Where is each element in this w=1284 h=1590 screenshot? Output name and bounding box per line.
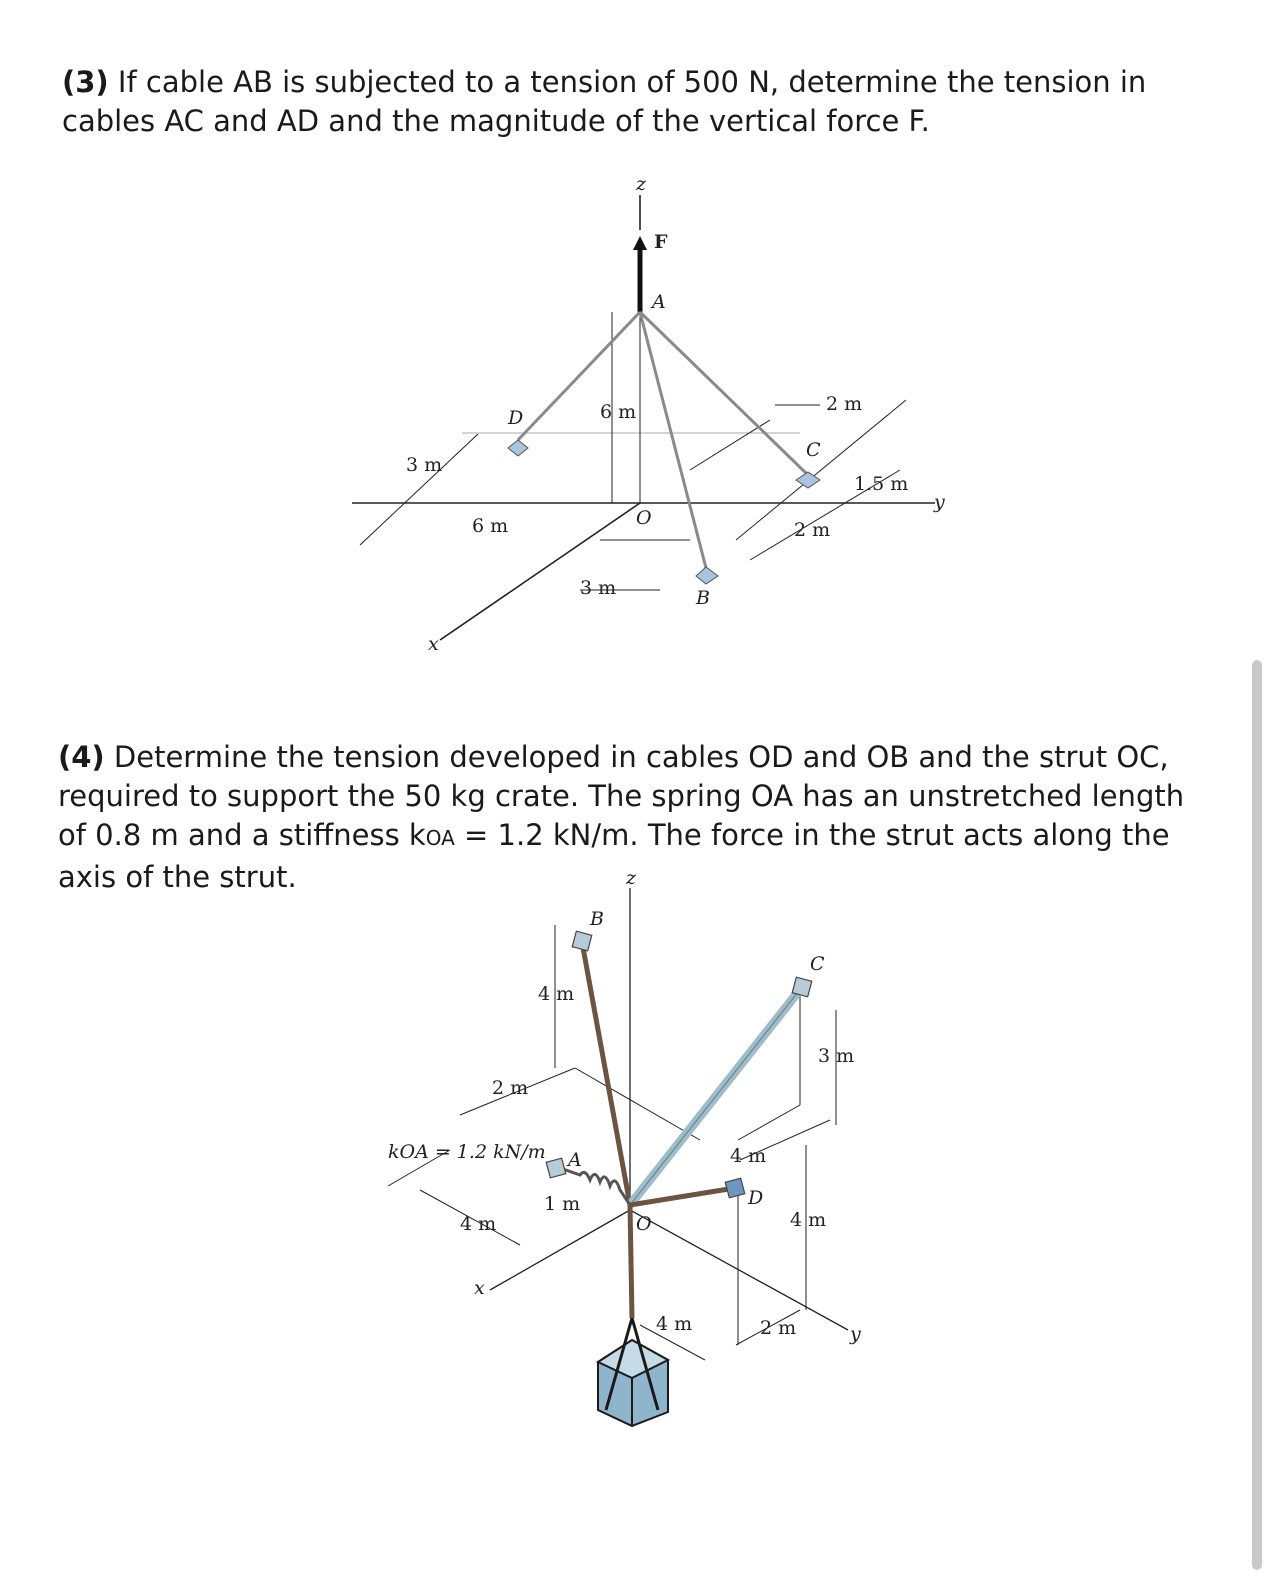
p4-dim-2m-bottom: 2 m: [760, 1317, 797, 1339]
p3-O-label: O: [636, 507, 652, 529]
p3-dim-3m-bottom: 3 m: [580, 577, 617, 599]
problem-4-statement-b: = 1.2 kN/m. The force in the strut acts along the axis of the strut.: [58, 818, 1170, 894]
p3-C-label: C: [806, 439, 821, 461]
p3-dim-2m-right: 2 m: [794, 519, 831, 541]
p3-dim-2m: 2 m: [826, 393, 863, 415]
p3-dim-1-5m: 1.5 m: [854, 473, 909, 495]
vertical-scrollbar[interactable]: [1252, 660, 1262, 1570]
p4-z-label: z: [626, 867, 637, 889]
problem-4-statement-a: Determine the tension developed in cables OD and OB and the strut OC, required to support the 50 kg crate. The spring OA has an unstretched length of 0.8 m and a stiffness k: [58, 740, 1185, 852]
p3-dim-6m-x: 6 m: [472, 515, 509, 537]
p3-A-label: A: [652, 291, 666, 313]
p4-A-label: A: [568, 1149, 582, 1171]
p4-spring-label: kOA = 1.2 kN/m: [388, 1141, 546, 1163]
p4-dim-4m-mid: 4 m: [730, 1145, 767, 1167]
problem-3-number: (3): [62, 65, 109, 99]
problem-3-statement: If cable AB is subjected to a tension of 500 N, determine the tension in cables AC and AD and the magnitude of the vertical force F.: [62, 65, 1147, 138]
p3-x-label: x: [428, 633, 439, 655]
problem-3-figure: [0, 0, 1284, 680]
p3-B-label: B: [696, 587, 710, 609]
p4-dim-4m-left: 4 m: [460, 1213, 497, 1235]
p4-O-label: O: [636, 1213, 652, 1235]
p3-dim-6m-vertical: 6 m: [600, 401, 637, 423]
p3-z-label: z: [636, 173, 647, 195]
p4-dim-4m-right: 4 m: [790, 1209, 827, 1231]
p4-dim-4m-bottom: 4 m: [656, 1313, 693, 1335]
p3-dim-3m-left: 3 m: [406, 454, 443, 476]
problem-4-subscript: OA: [425, 826, 455, 850]
p4-dim-2m-left: 2 m: [492, 1077, 529, 1099]
p4-x-label: x: [474, 1277, 485, 1299]
problem-4-figure: [0, 860, 1284, 1580]
p4-D-label: D: [748, 1187, 764, 1209]
p3-F-label: F: [654, 231, 668, 253]
p3-y-label: y: [934, 491, 945, 513]
p3-D-label: D: [508, 407, 524, 429]
problem-4-number: (4): [58, 740, 105, 774]
p4-y-label: y: [850, 1323, 861, 1345]
p4-dim-4m-top: 4 m: [538, 983, 575, 1005]
p4-C-label: C: [810, 953, 825, 975]
p4-dim-3m: 3 m: [818, 1045, 855, 1067]
p4-dim-1m: 1 m: [544, 1193, 581, 1215]
p4-B-label: B: [590, 908, 604, 930]
